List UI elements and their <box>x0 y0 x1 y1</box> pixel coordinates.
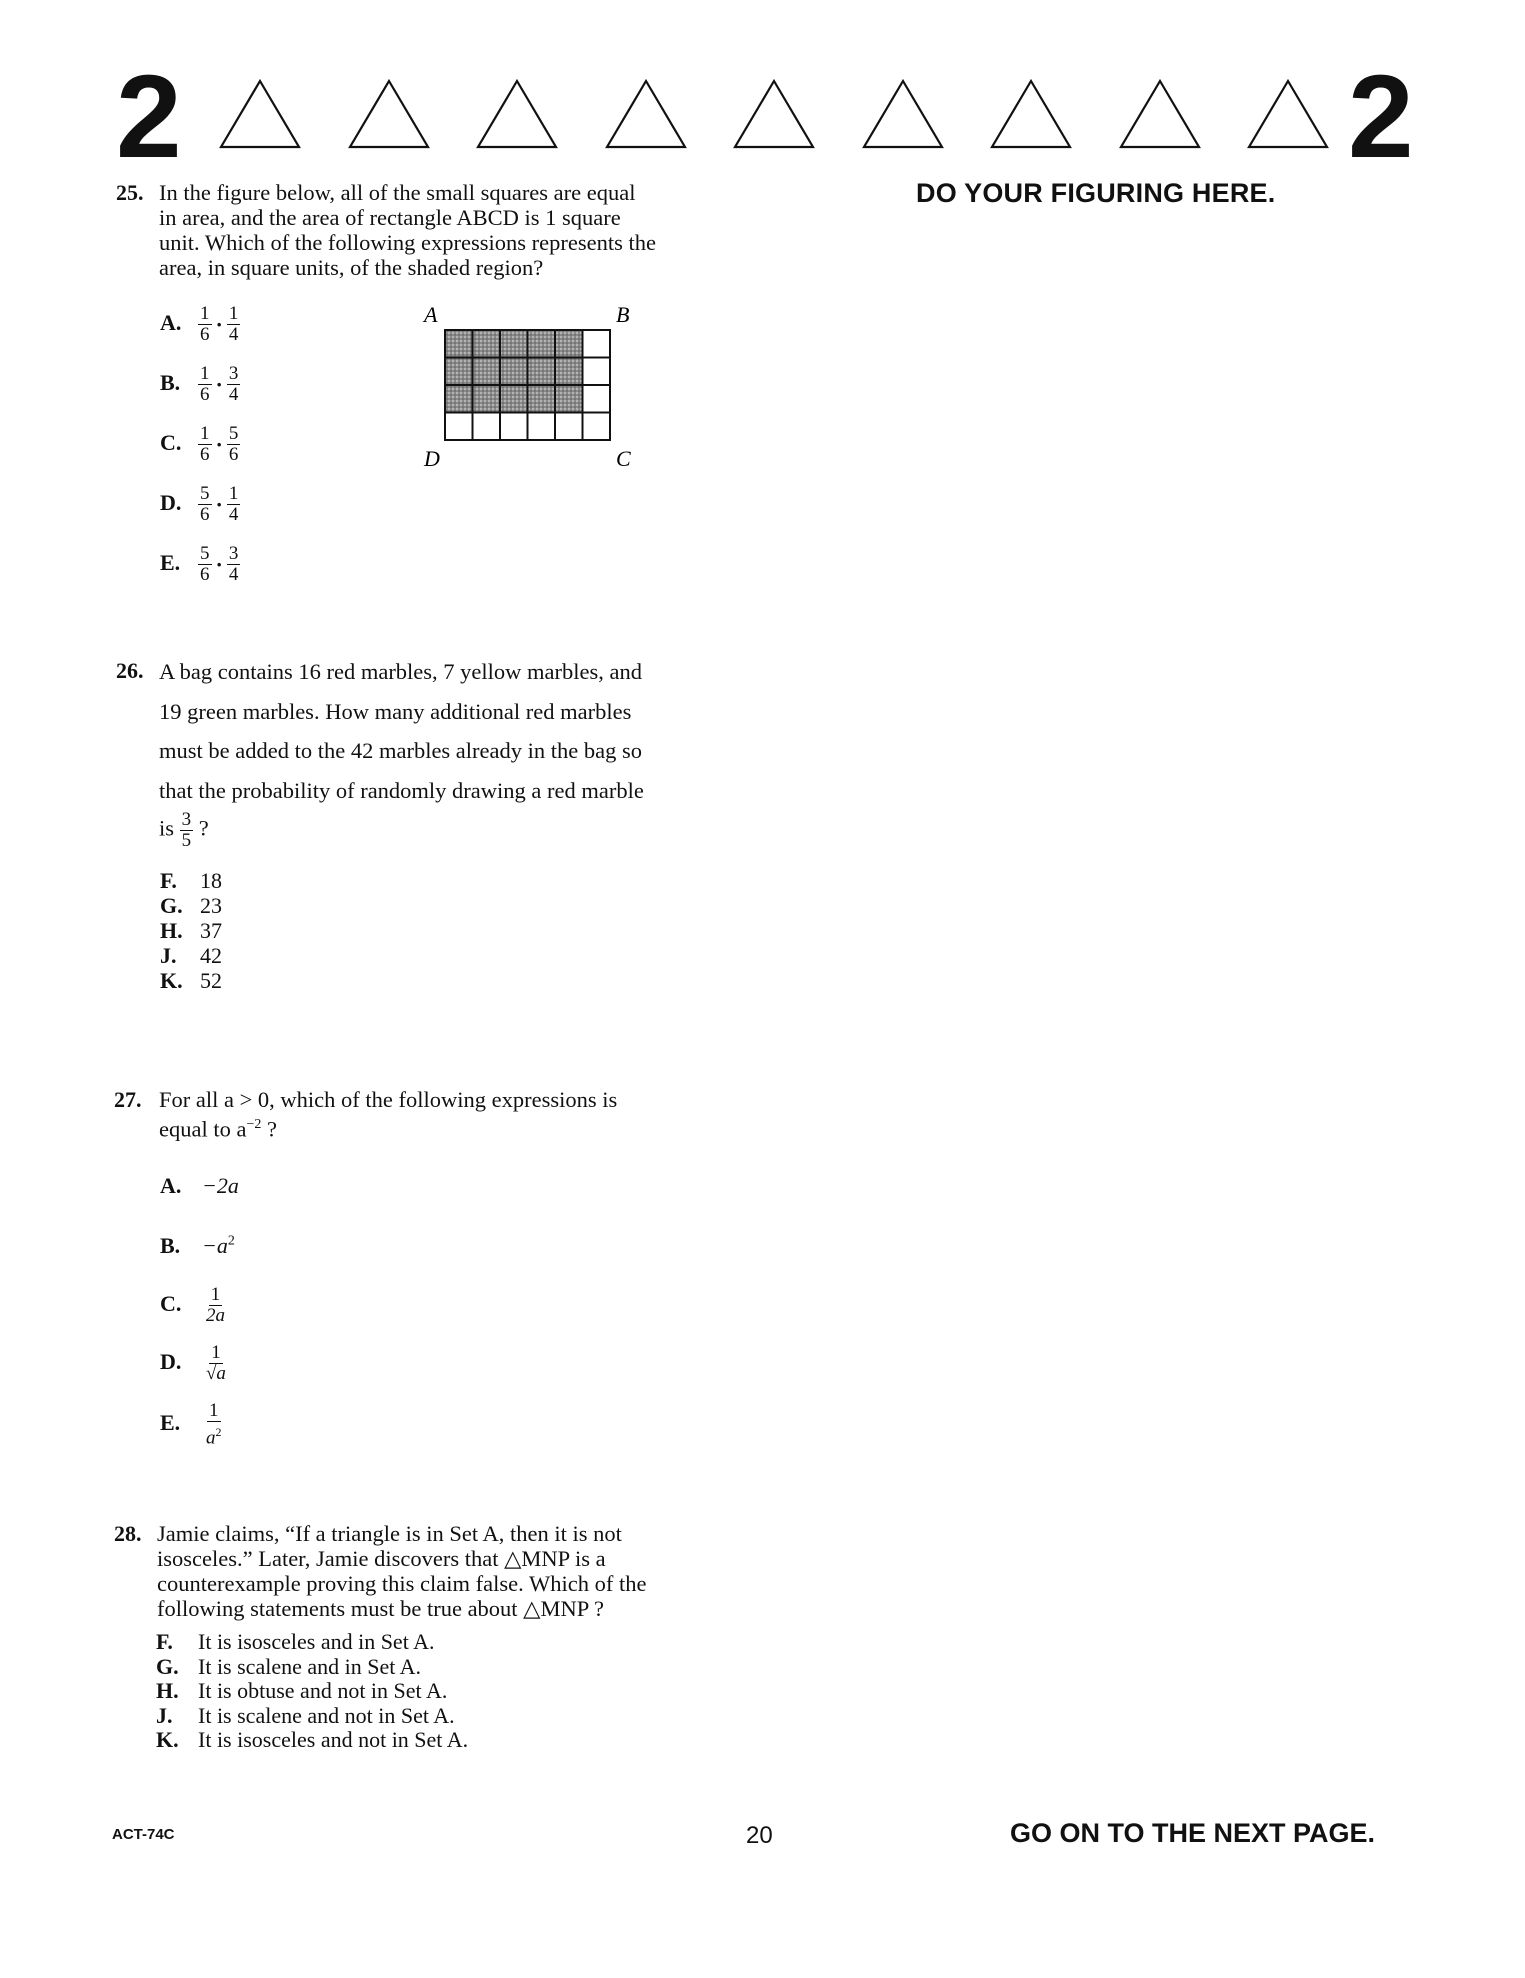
choice-label: E. <box>160 1409 181 1435</box>
stem-line: 19 green marbles. How many additional red marbles <box>159 698 632 724</box>
shaded-square <box>473 358 501 386</box>
numerator: 3 <box>181 809 192 830</box>
question-number: 26. <box>116 658 144 683</box>
triangle-icon <box>732 78 816 150</box>
multiply-dot: · <box>215 491 223 517</box>
answer-list <box>160 868 222 993</box>
multiply-dot: · <box>215 431 223 457</box>
denominator <box>204 1422 224 1448</box>
stem-line: Jamie claims, “If a triangle is in Set A, then it is not <box>157 1521 622 1546</box>
question-number: 25. <box>116 180 144 205</box>
answer-choice-g[interactable] <box>156 1655 468 1680</box>
shaded-square <box>528 330 556 358</box>
choice-text: 42 <box>200 943 222 968</box>
denominator: 6 <box>200 444 210 465</box>
choice-text: 52 <box>200 968 222 993</box>
numerator: 1 <box>211 1342 221 1363</box>
choice-text: It is obtuse and not in Set A. <box>198 1678 448 1703</box>
choice-text: It is scalene and not in Set A. <box>198 1702 455 1728</box>
shaded-square <box>555 330 583 358</box>
stem-line: For all a > 0, which of the following expressions is <box>159 1087 618 1112</box>
answer-choice-f[interactable] <box>156 1630 468 1655</box>
stem-exponent: −2 <box>246 1117 262 1132</box>
denominator: 4 <box>228 504 239 525</box>
choice-text: It is isosceles and in Set A. <box>198 1629 435 1654</box>
unshaded-square <box>583 358 611 386</box>
choice-label: B. <box>160 369 181 395</box>
stem-suffix: ? <box>198 815 209 841</box>
shaded-square <box>473 385 501 413</box>
choice-label: J. <box>160 943 177 968</box>
denominator: √a <box>206 1363 226 1384</box>
answer-choice-h[interactable] <box>156 1679 468 1704</box>
shaded-square <box>445 385 473 413</box>
vertex-label-c: C <box>616 446 631 471</box>
choice-label: G. <box>160 893 183 918</box>
triangle-icon <box>861 78 945 150</box>
numerator: 1 <box>200 423 210 444</box>
answer-choice-k[interactable] <box>156 1728 468 1753</box>
stem-line: A bag contains 16 red marbles, 7 yellow marbles, and <box>159 659 643 684</box>
answer-choice-h[interactable] <box>160 918 222 943</box>
triangle-icon <box>1118 78 1202 150</box>
stem-line: area, in square units, of the shaded region? <box>159 255 544 280</box>
unshaded-square <box>500 413 528 441</box>
stem-line: isosceles.” Later, Jamie discovers that △MNP is a <box>157 1546 606 1571</box>
fraction <box>198 304 212 345</box>
denominator: 4 <box>228 324 239 345</box>
answer-choice-k[interactable] <box>160 968 222 993</box>
choice-label: H. <box>156 1678 179 1703</box>
choice-text: −a <box>202 1233 228 1258</box>
question-number: 27. <box>114 1087 142 1112</box>
stem-line: In the figure below, all of the small squares are equal <box>159 180 636 205</box>
numerator: 3 <box>228 543 239 564</box>
question-stem <box>159 1087 739 1142</box>
denominator-base: a <box>206 1427 216 1449</box>
choice-text: −2a <box>202 1173 239 1198</box>
stem-line <box>159 1112 739 1142</box>
numerator: 5 <box>200 543 210 564</box>
choice-label: A. <box>160 309 182 335</box>
fraction <box>227 424 241 465</box>
fraction <box>198 424 212 465</box>
stem-line: must be added to the 42 marbles already in the bag so <box>159 738 642 763</box>
shaded-square <box>555 358 583 386</box>
answer-choice-j[interactable] <box>156 1704 468 1729</box>
choice-text: It is scalene and in Set A. <box>198 1653 422 1679</box>
denominator: 4 <box>228 564 239 585</box>
numerator: 5 <box>228 423 239 444</box>
choice-label: K. <box>160 968 183 993</box>
denominator: 4 <box>228 384 239 405</box>
numerator: 1 <box>228 303 239 324</box>
fraction <box>204 1401 224 1448</box>
answer-choice-j[interactable] <box>160 943 222 968</box>
numerator: 1 <box>209 1400 219 1421</box>
denominator: 6 <box>228 444 239 465</box>
numerator: 5 <box>200 483 210 504</box>
choice-label: A. <box>160 1173 182 1198</box>
shaded-square <box>528 385 556 413</box>
choice-text: 23 <box>200 893 222 918</box>
unshaded-square <box>583 413 611 441</box>
triangle-icon <box>347 78 431 150</box>
answer-choice-d[interactable] <box>160 1343 228 1384</box>
fraction <box>227 304 241 345</box>
fraction <box>198 544 212 585</box>
stem-prefix: is <box>159 815 175 841</box>
choice-text: It is isosceles and not in Set A. <box>198 1727 469 1752</box>
stem-line: following statements must be true about △MNP ? <box>157 1596 605 1621</box>
choice-label: J. <box>156 1702 173 1728</box>
answer-choice-d[interactable] <box>160 484 240 525</box>
shaded-square <box>445 330 473 358</box>
numerator: 1 <box>200 303 210 324</box>
fraction <box>180 810 194 851</box>
shaded-square <box>555 385 583 413</box>
fraction <box>227 484 241 525</box>
multiply-dot: · <box>215 371 223 397</box>
shaded-square <box>473 330 501 358</box>
fraction <box>227 544 241 585</box>
multiply-dot: · <box>215 311 223 337</box>
choice-label: F. <box>156 1629 173 1654</box>
stem-line: in area, and the area of rectangle ABCD is 1 square <box>159 205 621 230</box>
section-number-right: 2 <box>1348 51 1414 183</box>
shaded-square <box>528 358 556 386</box>
answer-choice-c[interactable] <box>160 424 240 465</box>
stem-line: unit. Which of the following expressions represents the <box>159 230 656 255</box>
choice-label: E. <box>160 549 181 575</box>
choice-exponent: 2 <box>227 1233 235 1249</box>
choice-label: D. <box>160 1348 182 1374</box>
numerator: 1 <box>200 363 210 384</box>
denominator: 6 <box>200 384 210 405</box>
answer-choice-b[interactable] <box>160 1233 235 1259</box>
question-stem <box>159 652 739 810</box>
question-stem <box>157 1521 737 1621</box>
triangle-icon <box>1246 78 1330 150</box>
unshaded-square <box>445 413 473 441</box>
unshaded-square <box>528 413 556 441</box>
section-number-left: 2 <box>116 51 182 183</box>
stem-line: counterexample proving this claim false. Which of the <box>157 1571 647 1596</box>
unshaded-square <box>583 330 611 358</box>
rectangle-abcd-figure <box>420 300 640 475</box>
shaded-square <box>445 358 473 386</box>
choice-label: D. <box>160 489 182 515</box>
stem-question-mark: ? <box>267 1116 277 1142</box>
answer-choice-g[interactable] <box>160 893 222 918</box>
shaded-square <box>500 358 528 386</box>
stem-text: equal to a <box>159 1116 247 1142</box>
multiply-dot: · <box>215 551 223 577</box>
denominator: 6 <box>200 504 210 525</box>
answer-choice-a[interactable] <box>160 1173 239 1199</box>
answer-choice-e[interactable] <box>160 1401 224 1448</box>
choice-label: B. <box>160 1233 181 1258</box>
fraction <box>198 484 212 525</box>
choice-label: C. <box>160 429 182 455</box>
shaded-square <box>500 330 528 358</box>
choice-label: C. <box>160 1290 182 1316</box>
numerator: 1 <box>210 1284 221 1305</box>
form-code: ACT-74C <box>112 1826 175 1843</box>
numerator: 3 <box>228 363 239 384</box>
answer-choice-b[interactable] <box>160 364 240 405</box>
unshaded-square <box>473 413 501 441</box>
answer-choice-c[interactable] <box>160 1285 227 1326</box>
vertex-label-b: B <box>616 302 630 327</box>
triangle-icon <box>218 78 302 150</box>
fraction <box>204 1343 228 1384</box>
choice-text: 18 <box>200 868 222 893</box>
figuring-note: DO YOUR FIGURING HERE. <box>916 178 1276 208</box>
choice-label: H. <box>160 918 183 943</box>
denominator: 6 <box>200 564 210 585</box>
answer-list <box>156 1630 468 1753</box>
shaded-square <box>500 385 528 413</box>
triangle-icon <box>604 78 688 150</box>
stem-line: that the probability of randomly drawing a red marble <box>159 777 644 803</box>
choice-label: F. <box>160 868 177 893</box>
stem-probability <box>159 810 209 851</box>
fraction <box>198 364 212 405</box>
choice-text: 37 <box>200 918 222 943</box>
answer-choice-a[interactable] <box>160 304 240 345</box>
denominator-exponent: 2 <box>215 1425 222 1439</box>
page-number: 20 <box>746 1822 773 1849</box>
choice-label: G. <box>156 1653 179 1679</box>
fraction <box>227 364 241 405</box>
question-stem <box>159 180 739 280</box>
grid <box>445 330 610 440</box>
question-number: 28. <box>114 1521 142 1546</box>
vertex-label-d: D <box>424 446 440 471</box>
denominator: 5 <box>181 830 192 851</box>
denominator: 6 <box>200 324 210 345</box>
unshaded-square <box>555 413 583 441</box>
triangle-icon <box>475 78 559 150</box>
vertex-label-a: A <box>424 302 438 327</box>
fraction <box>204 1285 227 1326</box>
answer-choice-e[interactable] <box>160 544 240 585</box>
answer-choice-f[interactable] <box>160 868 222 893</box>
unshaded-square <box>583 385 611 413</box>
denominator: 2a <box>206 1305 225 1326</box>
next-page-note: GO ON TO THE NEXT PAGE. <box>1010 1818 1376 1848</box>
triangle-icon <box>989 78 1073 150</box>
numerator: 1 <box>228 483 239 504</box>
choice-label: K. <box>156 1727 179 1752</box>
